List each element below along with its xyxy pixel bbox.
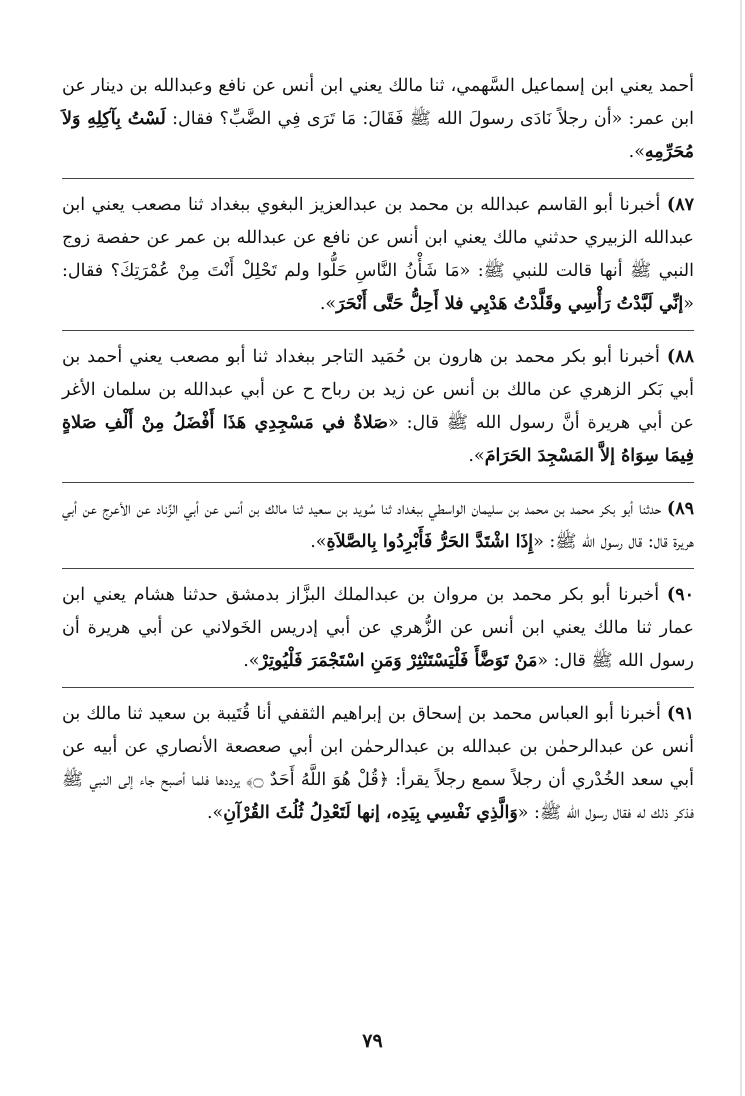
divider — [62, 330, 694, 331]
document-body — [62, 70, 694, 830]
hadith-text: مَنْ تَوَضَّأَ فَلْيَسْتَنْثِرْ وَمَنِ اسْتَجْمَرَ فَلْيُوتِرْ — [259, 651, 538, 671]
page-number: ٧٩ — [362, 1030, 383, 1052]
hadith-text: إِذَا اشْتَدَّ الحَرُّ فَأَبْرِدُوا بِالصَّلاَةِ — [326, 532, 534, 552]
hadith-text: لَسْتُ بِآكِلِهِ وَلاَ مُحَرِّمِهِ — [62, 109, 694, 162]
hadith-number: ٩١) — [666, 704, 694, 724]
hadith-91: ٩١) أخبرنا أبو العباس محمد بن إسحاق بن إبراهيم الثقفي أنا قُتَيبة بن سعيد ثنا مالك بن أنس عن عبدالرحمٰن بن عبدالله بن عبدالرحمٰن ابن أبي صعصعة الأنصاري عن أبيه عن أبي سعد الخُدْري أن رجلاً سمع رجلاً يقرأ: ﴿قُلْ هُوَ اللَّهُ أَحَدٌ ۝﴾ يرددها فلما أصبح جاء إلى النبي ﷺ فذكر ذلك له فقال رسول الله ﷺ: «وَالَّذِي نَفْسِي بِيَدِه، إنها لَتَعْدِلُ ثُلُثَ القُرْآنِ». — [62, 704, 694, 823]
divider — [62, 482, 694, 483]
hadith-number: ٨٨) — [666, 347, 694, 367]
divider — [62, 568, 694, 569]
hadith-number: ٨٩) — [666, 499, 694, 519]
hadith-text: إنِّي لَبَّدْتُ رَأْسِي وقَلَّدْتُ هَدْيِي فلا أَحِلُّ حَتَّى أَنْحَرَ — [336, 294, 684, 314]
hadith-number: ٩٠) — [666, 585, 694, 605]
hadith-89: ٨٩) حدثنا أبو بكر محمد بن محمد بن سليمان الواسطي ببغداد ثنا سُويد بن سعيد ثنا مالك بن أنس عن أبي الزِّناد عن الأعرج عن أبي هريرة قال: قال رسول الله ﷺ: «إِذَا اشْتَدَّ الحَرُّ فَأَبْرِدُوا بِالصَّلاَةِ». — [62, 499, 694, 552]
hadith-number: ٨٧) — [666, 195, 694, 215]
divider — [62, 687, 694, 688]
page-edge-shadow — [740, 0, 742, 1096]
divider — [62, 178, 694, 179]
paragraph-continuation: أحمد يعني ابن إسماعيل السَّهمي، ثنا مالك يعني ابن أنس عن نافع وعبدالله بن دينار عن ابن عمر: «أن رجلاً نَادَى رسولَ الله ﷺ فَقَالَ: مَا تَرَى فِي الضَّبِّ؟ فقال: لَسْتُ بِآكِلِهِ وَلاَ مُحَرِّمِهِ». — [62, 76, 694, 162]
hadith-90: ٩٠) أخبرنا أبو بكر محمد بن مروان بن عبدالملك البزَّاز بدمشق حدثنا هشام يعني ابن عمار ثنا مالك يعني ابن أنس عن الزُّهري عن أبي إدريس الخَولاني عن أبي هريرة أن رسول الله ﷺ قال: «مَنْ تَوَضَّأَ فَلْيَسْتَنْثِرْ وَمَنِ اسْتَجْمَرَ فَلْيُوتِرْ». — [62, 585, 694, 671]
hadith-88: ٨٨) أخبرنا أبو بكر محمد بن هارون بن حُمَيد التاجر ببغداد ثنا أبو مصعب يعني أحمد بن أبي بَكر الزهري عن مالك بن أنس عن زيد بن رباح ح عن أبي عبدالله بن سلمان الأغر عن أبي هريرة أنَّ رسول الله ﷺ قال: «صَلاةٌ في مَسْجِدِي هَذَا أَفْضَلُ مِنْ أَلْفِ صَلاةٍ فِيمَا سِوَاهُ إلاَّ المَسْجِدَ الحَرَامَ». — [62, 347, 694, 466]
hadith-text: صَلاةٌ في مَسْجِدِي هَذَا أَفْضَلُ مِنْ أَلْفِ صَلاةٍ فِيمَا سِوَاهُ إلاَّ المَسْجِدَ الحَرَامَ — [62, 413, 694, 466]
hadith-87: ٨٧) أخبرنا أبو القاسم عبدالله بن محمد بن عبدالعزيز البغوي ببغداد ثنا مصعب يعني ابن عبدالله الزبيري حدثني مالك يعني ابن أنس عن نافع عن عبدالله بن عمر عن حفصة زوج النبي ﷺ أنها قالت للنبي ﷺ: «مَا شَأْنُ النَّاسِ حَلُّوا ولم تَحْلِلْ أَنْتَ مِنْ عُمْرَتِكَ؟ فقال: «إنِّي لَبَّدْتُ رَأْسِي وقَلَّدْتُ هَدْيِي فلا أَحِلُّ حَتَّى أَنْحَرَ». — [62, 195, 694, 314]
hadith-text: وَالَّذِي نَفْسِي بِيَدِه، إنها لَتَعْدِلُ ثُلُثَ القُرْآنِ — [223, 803, 518, 823]
